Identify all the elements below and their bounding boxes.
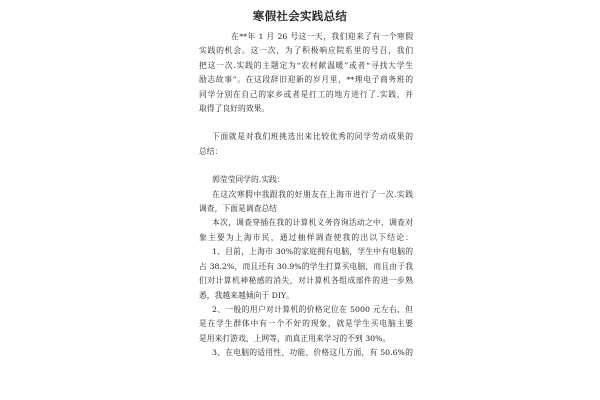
document-title: 寒假社会实践总结 bbox=[252, 9, 348, 23]
text-line: 在这次寒假中我跟我的好朋友在上海市进行了一次.实践 bbox=[212, 189, 413, 199]
list-item-2: 2、一般的用户对计算机的价格定位在 5000 元左右，但 bbox=[212, 304, 413, 314]
text-line: 象主要为上海市民，通过抽样调查使我的出以下结论： bbox=[199, 232, 413, 242]
text-line: 实践的机会。这一次，为了积极响应院系里的号召，我们 bbox=[199, 46, 413, 56]
text-line: 下面就是对我们班挑选出来比较优秀的同学劳动成果的 bbox=[212, 132, 413, 142]
text-line: 占 38.2%，而且还有 30.9%的学生打算买电脑，而且由于我 bbox=[199, 261, 413, 271]
text-line: 把这一次.实践的主题定为“农村献温暖”或者“寻找大学生 bbox=[199, 60, 413, 70]
text-line: 是在学生群体中有一个不好的现象，就是学生买电脑主要 bbox=[199, 319, 413, 329]
text-line: 总结： bbox=[199, 146, 223, 156]
text-line: 同学分别在自己的家乡或者是打工的地方进行了.实践，并 bbox=[199, 89, 413, 99]
text-line: 在**年 1 月 26 号这一天，我们迎来了有一个寒假 bbox=[231, 32, 413, 41]
list-item-3: 3、在电脑的适用性、功能、价格这几方面，有 50.6%的 bbox=[212, 348, 413, 358]
text-line: 本次，调查穿插在我的计算机义务咨询活动之中，调查对 bbox=[212, 218, 413, 228]
list-item-1: 1、目前，上海市 30%的家庭拥有电脑，学生中有电脑的 bbox=[212, 247, 413, 257]
text-line: 调查，下面是调查总结 bbox=[199, 204, 277, 214]
text-line: 是用来打游戏、上网等，而真正用来学习的不到 30%。 bbox=[199, 333, 391, 343]
text-line: 悉，我越来越倾向于 DIY。 bbox=[199, 290, 294, 300]
text-line: 励志故事”。在这段辞旧迎新的岁月里，**理电子商务班的 bbox=[199, 75, 413, 85]
text-line: 取得了良好的效果。 bbox=[199, 104, 270, 114]
section-heading: 郭莹莹同学的.实践： bbox=[212, 175, 285, 185]
document-body bbox=[199, 30, 413, 361]
text-line: 们对计算机神秘感的消失，对计算机各组成部件的进一步熟 bbox=[199, 276, 413, 286]
